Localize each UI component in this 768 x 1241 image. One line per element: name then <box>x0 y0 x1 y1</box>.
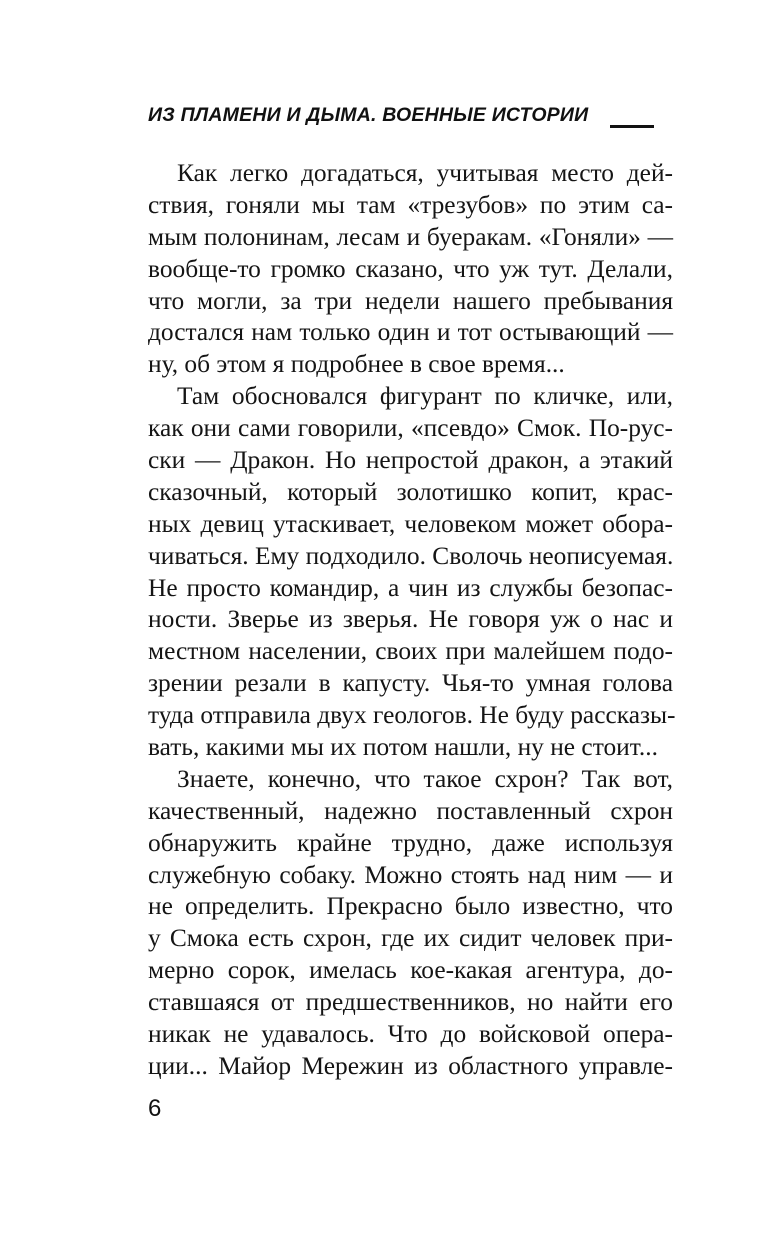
header-rule <box>610 125 654 128</box>
text-line: ных девиц утаскивает, человеком может обора- <box>148 509 673 538</box>
text-line: чиваться. Ему подходило. Сволочь неописуемая. <box>148 541 674 570</box>
text-line: качественный, надежно поставленный схрон <box>148 796 673 825</box>
book-title: ИЗ ПЛАМЕНИ И ДЫМА. ВОЕННЫЕ ИСТОРИИ <box>148 104 589 126</box>
text-line: что могли, за три недели нашего пребывания <box>148 286 673 315</box>
text-line: достался нам только один и тот остывающий — <box>148 318 673 347</box>
text-line: служебную собаку. Можно стоять над ним — и <box>148 860 673 889</box>
text-line: мерно сорок, имелась кое-какая агентура, до- <box>148 956 673 985</box>
text-line: у Смока есть схрон, где их сидит человек при- <box>148 924 673 953</box>
text-line: зрении резали в капусту. Чья-то умная голова <box>148 669 673 698</box>
text-line: никак не удавалось. Что до войсковой опера- <box>148 1020 673 1049</box>
text-line: обнаружить крайне трудно, даже используя <box>148 828 673 857</box>
text-line: ски — Дракон. Но непростой дракон, а этакий <box>148 446 673 475</box>
text-line: Там обосновался фигурант по кличке, или, <box>177 382 673 411</box>
text-line: мым полонинам, лесам и буеракам. «Гоняли» — <box>148 222 673 251</box>
text-line: сказочный, который золотишко копит, крас- <box>148 477 673 506</box>
text-line: местном населении, своих при малейшем подо- <box>148 637 673 666</box>
text-line: ности. Зверье из зверья. Не говоря уж о нас и <box>148 605 673 634</box>
text-line: ставшаяся от предшественников, но найти его <box>148 988 673 1017</box>
text-line: как они сами говорили, «псевдо» Смок. По-рус- <box>148 414 673 443</box>
text-line: ствия, гоняли мы там «трезубов» по этим са- <box>148 190 673 219</box>
text-line: не определить. Прекрасно было известно, что <box>148 892 673 921</box>
text-line: туда отправила двух геологов. Не буду рассказы- <box>148 701 676 730</box>
text-line: ции... Майор Мережин из областного управле- <box>148 1051 673 1080</box>
text-line: Как легко догадаться, учитывая место дей- <box>177 159 673 187</box>
text-line: Знаете, конечно, что такое схрон? Так вот, <box>177 764 673 793</box>
text-line: вообще-то громко сказано, что уж тут. Делали, <box>148 254 673 283</box>
page-number: 6 <box>148 1095 162 1122</box>
page-body <box>148 158 676 1083</box>
text-line: вать, какими мы их потом нашли, ну не стоит... <box>148 733 658 762</box>
running-header <box>148 104 660 134</box>
text-line: ну, об этом я подробнее в свое время... <box>148 350 565 379</box>
text-line: Не просто командир, а чин из службы безопас- <box>148 573 673 602</box>
